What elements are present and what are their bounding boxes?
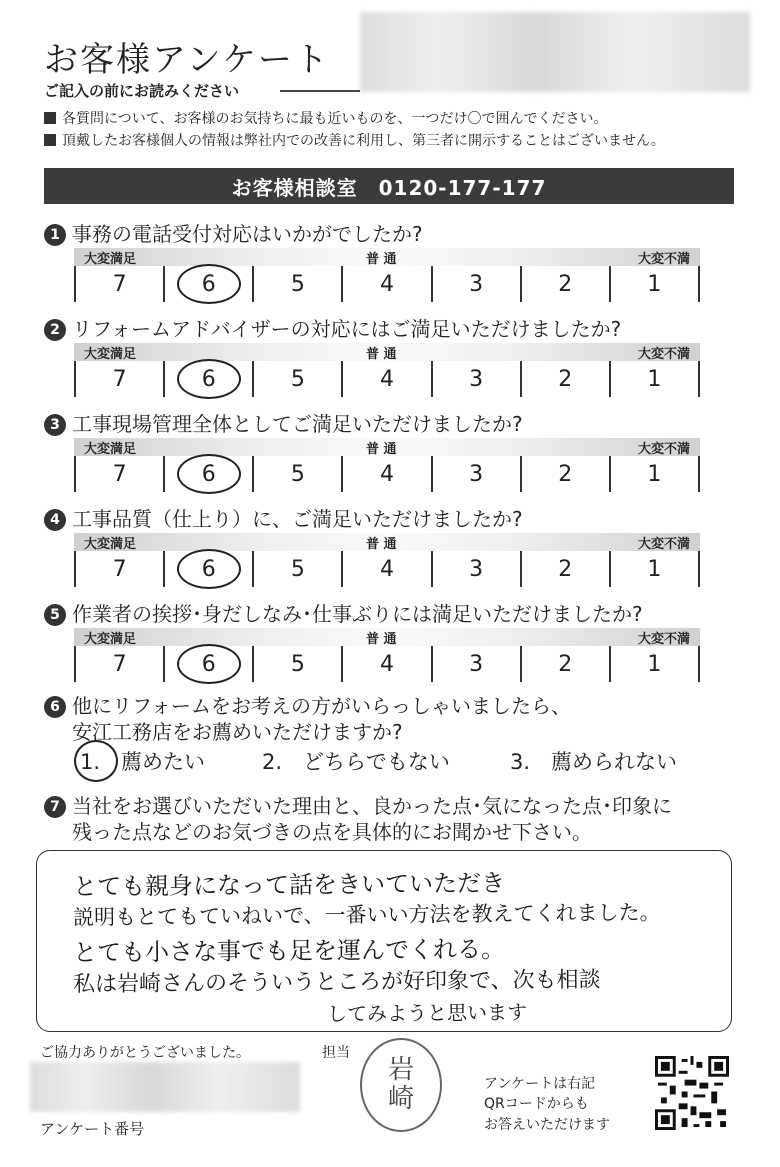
rating-scale-2 [74, 343, 700, 399]
question-number-badge: 7 [44, 796, 66, 818]
question-1: 1 事務の電話受付対応はいかがでしたか? [44, 218, 423, 247]
scale-label-low: 大変不満 [637, 347, 690, 362]
selected-circle [177, 264, 241, 304]
question-number-badge: 5 [44, 604, 66, 626]
question-number-badge: 6 [44, 696, 66, 718]
redacted-name-area [360, 12, 750, 92]
question-number-badge: 2 [44, 319, 66, 341]
rating-option-4[interactable]: 4 [341, 361, 430, 397]
rating-option-1[interactable]: 1 [609, 361, 700, 397]
q6-option-3[interactable]: 3. 薦められない [510, 750, 678, 774]
rating-option-5[interactable]: 5 [252, 361, 341, 397]
rating-option-3[interactable]: 3 [431, 266, 520, 302]
rating-option-1[interactable]: 1 [609, 266, 700, 302]
rating-option-2[interactable]: 2 [520, 551, 609, 587]
scale-cells [74, 456, 700, 492]
scale-cells [74, 361, 700, 397]
scale-cells [74, 266, 700, 302]
rating-option-4[interactable]: 4 [341, 266, 430, 302]
scale-label-mid: 普 通 [366, 347, 397, 362]
rating-option-1[interactable]: 1 [609, 456, 700, 492]
rating-option-1[interactable]: 1 [609, 646, 700, 682]
scale-label-mid: 普 通 [366, 632, 397, 647]
square-bullet-icon [44, 134, 56, 146]
rating-scale-4 [74, 533, 700, 589]
rating-option-3[interactable]: 3 [431, 456, 520, 492]
rating-option-4[interactable]: 4 [341, 456, 430, 492]
rating-option-2[interactable]: 2 [520, 361, 609, 397]
handwriting-line-4: 私は岩崎さんのそういうところが好印象で、次も相談 [72, 967, 601, 998]
rating-option-3[interactable]: 3 [431, 361, 520, 397]
rating-option-4[interactable]: 4 [341, 646, 430, 682]
scale-label-high: 大変満足 [84, 252, 137, 267]
scale-label-low: 大変不満 [637, 442, 690, 457]
selected-circle [177, 359, 241, 399]
scale-label-low: 大変不満 [637, 632, 690, 647]
rating-option-6[interactable]: 6 [163, 266, 252, 302]
rating-scale-1 [74, 248, 700, 304]
selected-circle [177, 454, 241, 494]
survey-number-label: アンケート番号 [40, 1120, 145, 1138]
rating-option-7[interactable]: 7 [74, 361, 163, 397]
scale-label-low: 大変不満 [637, 537, 690, 552]
rating-option-5[interactable]: 5 [252, 266, 341, 302]
question-7-line2: 残った点などのお気づきの点を具体的にお聞かせ下さい。 [72, 820, 592, 844]
rating-option-7[interactable]: 7 [74, 551, 163, 587]
question-number-badge: 4 [44, 509, 66, 531]
question-6-line2: 安江工務店をお薦めいただけますか? [72, 720, 403, 744]
rating-option-7[interactable]: 7 [74, 456, 163, 492]
qr-instructions: アンケートは右記 QRコードからも お答えいただけます [484, 1076, 610, 1133]
comment-box[interactable] [36, 850, 732, 1032]
rating-option-5[interactable]: 5 [252, 456, 341, 492]
heading-rule [280, 90, 360, 92]
handwriting-line-5: してみようと思います [326, 1000, 528, 1026]
selected-circle [177, 644, 241, 684]
rating-scale-3 [74, 438, 700, 494]
instructions-heading: ご記入の前にお読みください [44, 82, 240, 100]
page-title: お客様アンケート [44, 40, 330, 80]
rating-option-5[interactable]: 5 [252, 551, 341, 587]
rating-option-3[interactable]: 3 [431, 551, 520, 587]
question-6-line1: 6 他にリフォームをお考えの方がいらっしゃいましたら、 [44, 690, 571, 719]
scale-label-high: 大変満足 [84, 347, 137, 362]
rating-option-6[interactable]: 6 [163, 551, 252, 587]
scale-label-high: 大変満足 [84, 632, 137, 647]
question-7-line1: 7 当社をお選びいただいた理由と、良かった点･気になった点･印象に [44, 790, 672, 819]
scale-label-mid: 普 通 [366, 252, 397, 267]
question-number-badge: 3 [44, 414, 66, 436]
scale-cells [74, 646, 700, 682]
rating-option-6[interactable]: 6 [163, 646, 252, 682]
rating-option-2[interactable]: 2 [520, 456, 609, 492]
handwriting-line-1: とても親身になって話をきいていただき [72, 869, 506, 901]
square-bullet-icon [44, 112, 56, 124]
question-4: 4 工事品質（仕上り）に、ご満足いただけましたか? [44, 503, 523, 532]
rating-option-7[interactable]: 7 [74, 646, 163, 682]
scale-cells [74, 551, 700, 587]
scale-label-high: 大変満足 [84, 537, 137, 552]
selected-circle [74, 740, 118, 782]
question-2: 2 リフォームアドバイザーの対応にはご満足いただけましたか? [44, 313, 621, 342]
qr-code-icon[interactable] [655, 1056, 729, 1130]
rating-option-4[interactable]: 4 [341, 551, 430, 587]
rating-option-5[interactable]: 5 [252, 646, 341, 682]
instruction-2: 頂戴したお客様個人の情報は弊社内での改善に利用し、第三者に開示することはございません。 [44, 130, 665, 150]
rating-option-3[interactable]: 3 [431, 646, 520, 682]
rating-option-6[interactable]: 6 [163, 361, 252, 397]
handwriting-line-2: 説明もとてもていねいで、一番いい方法を教えてくれました。 [72, 900, 661, 930]
redacted-address-area [30, 1062, 300, 1112]
question-number-badge: 1 [44, 224, 66, 246]
rating-option-6[interactable]: 6 [163, 456, 252, 492]
selected-circle [177, 549, 241, 589]
thanks-text: ご協力ありがとうございました。 [40, 1045, 250, 1061]
scale-label-mid: 普 通 [366, 537, 397, 552]
scale-label-low: 大変不満 [637, 252, 690, 267]
rating-option-7[interactable]: 7 [74, 266, 163, 302]
question-5: 5 作業者の挨拶･身だしなみ･仕事ぶりには満足いただけましたか? [44, 598, 643, 627]
handwriting-line-3: とても小さな事でも足を運んでくれる。 [72, 935, 506, 967]
support-banner: お客様相談室 0120-177-177 [44, 168, 734, 204]
question-3: 3 工事現場管理全体としてご満足いただけましたか? [44, 408, 523, 437]
rating-option-1[interactable]: 1 [609, 551, 700, 587]
scale-label-high: 大変満足 [84, 442, 137, 457]
instruction-1: 各質問について、お客様のお気持ちに最も近いものを、一つだけ〇で囲んでください。 [44, 108, 607, 128]
rating-scale-5 [74, 628, 700, 684]
rating-option-2[interactable]: 2 [520, 646, 609, 682]
tanto-stamp: 岩 崎 [360, 1038, 442, 1132]
rating-option-2[interactable]: 2 [520, 266, 609, 302]
tanto-label: 担当 [322, 1045, 350, 1061]
scale-label-mid: 普 通 [366, 442, 397, 457]
q6-option-1[interactable]: 1. 薦めたい [80, 746, 205, 776]
q6-option-2[interactable]: 2. どちらでもない [262, 750, 450, 774]
